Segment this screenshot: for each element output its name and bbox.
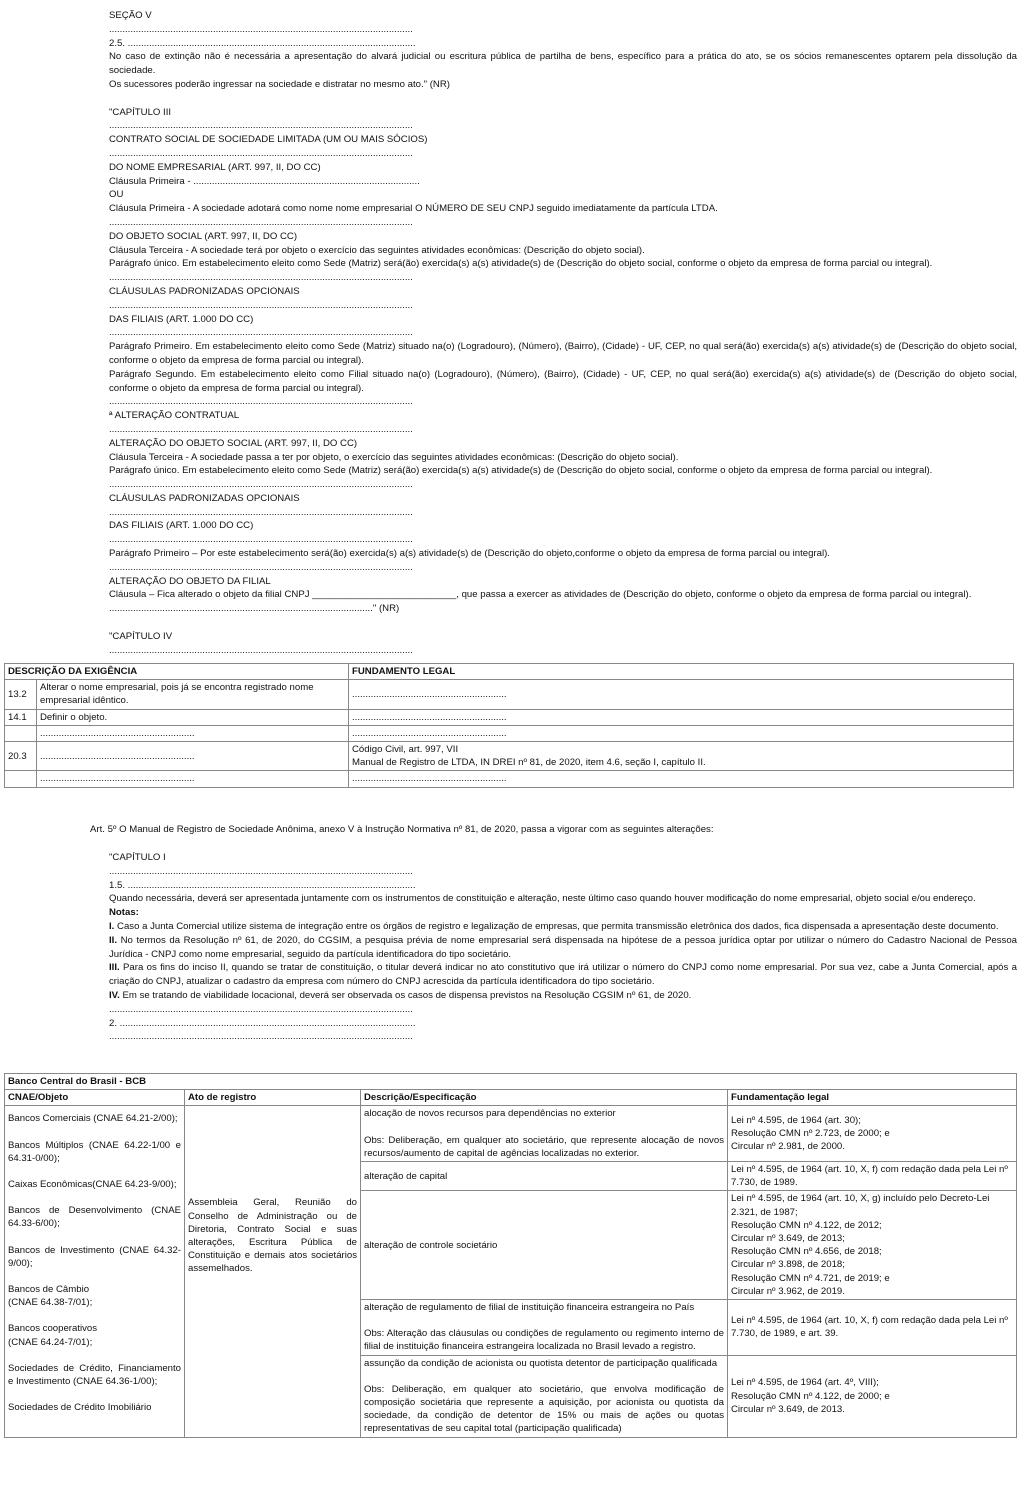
table-row [5,709,1014,725]
doc-paragraph: Parágrafo Primeiro. Em estabelecimento eleito como Sede (Matriz) situado na(o) (Logradouro), (Número), (Bairro), (Cidade) - UF, CEP, no qual será(ão) exercida(s) a(s) atividade(s) de (Descrição do objeto social, conforme o objeto da empresa de forma parcial ou integral). [109,341,1017,366]
doc-line: .................................................................................................................. [109,396,413,408]
section-capitulo-i [109,851,1017,1044]
doc-line: DO NOME EMPRESARIAL (ART. 997, II, DO CC) [109,161,321,173]
doc-line: .................................................................................................................. [109,534,413,546]
doc-paragraph: Parágrafo Segundo. Em estabelecimento eleito como Filial situado na(o) (Logradouro), (Número), (Bairro), (Cidade) - UF, CEP, no qual será(ão) exercida(s) a(s) atividade(s) de (Descrição do objeto social, conforme o objeto da empresa de forma parcial ou integral). [109,368,1017,394]
doc-line: "CAPÍTULO I [109,852,166,863]
table-title-row [5,1074,1017,1090]
row-desc: .......................................................... [37,742,349,771]
section-capitulo-iii [109,9,1017,657]
cnae-list [5,1106,185,1437]
row-desc: alteração de controle societário [361,1191,728,1300]
fund-line: Resolução CMN nº 4.122, de 2012; [731,1219,882,1231]
doc-line: CLÁUSULAS PADRONIZADAS OPCIONAIS [109,285,300,297]
cnae-item: (CNAE 64.24-7/01); [8,1336,93,1348]
doc-line: .................................................................................................................. [109,561,413,573]
fund-line: Circular nº 3.649, de 2013; [731,1233,845,1245]
note-text: Para os fins do inciso II, quando se tratar de constituição, o titular deverá indicar no ato constitutivo que irá utilizar o número do CNPJ como nome empresarial. Por sua vez, cabe a Junta Comercial, após a criação do CNPJ, atualizar o cadastro da empresa com número do CNPJ acrescida da partícula identificadora do tipo societário. [109,962,1017,988]
header-descricao: Descrição/Especificação [361,1090,728,1106]
cnae-item: Bancos Comerciais (CNAE 64.21-2/00); [8,1113,178,1125]
doc-line: "CAPÍTULO III [109,106,172,118]
doc-line: DAS FILIAIS (ART. 1.000 DO CC) [109,313,254,325]
header-ato: Ato de registro [185,1090,361,1106]
doc-paragraph: Quando necessária, deverá ser apresentada juntamente com os instrumentos de constituição e alteração, neste último caso quando houver modificação do nome empresarial, objeto social e/ou endereço. [109,893,976,905]
cnae-item: (CNAE 64.38-7/01); [8,1297,93,1309]
row-desc [361,1355,728,1437]
doc-line: Cláusula Primeira - ..................................................................................... [109,175,420,187]
fund-line: Código Civil, art. 997, VII [352,744,459,756]
note-number: I. [109,920,115,932]
doc-line: .................................................................................................................. [109,147,413,159]
doc-line: Cláusula Primeira - A sociedade adotará como nome nome empresarial O NÚMERO DE SEU CNPJ seguido imediatamente da partícula LTDA. [109,203,718,215]
row-fund [728,1106,1017,1162]
header-fundamentacao: Fundamentação legal [728,1090,1017,1106]
row-desc: alteração de capital [361,1162,728,1191]
row-fund [728,1300,1017,1356]
doc-line: CLÁUSULAS PADRONIZADAS OPCIONAIS [109,492,300,504]
doc-line: DAS FILIAIS (ART. 1.000 DO CC) [109,520,254,532]
note-number: III. [109,962,120,974]
doc-line: .................................................................................................................. [109,299,413,311]
note-item [109,934,1017,962]
row-desc: .......................................................... [37,725,349,741]
cnae-item: Bancos cooperativos [8,1323,98,1335]
fund-line: Circular nº 3.898, de 2018; [731,1259,845,1271]
doc-line: ALTERAÇÃO DO OBJETO DA FILIAL [109,575,271,587]
note-item [109,989,1017,1003]
doc-paragraph: No caso de extinção não é necessária a apresentação do alvará judicial ou escritura pública de partilha de bens, específico para a prática do ato, se os sócios remanescentes optarem pela dissolução da sociedade. [109,51,1017,77]
doc-line: OU [109,189,124,201]
doc-line: .................................................................................................................. [109,23,413,35]
table-row [5,680,1014,709]
note-text: Caso a Junta Comercial utilize sistema de integração entre os órgãos de registro e legalização de empresas, que permita transmissão eletrônica dos dados, fica dispensada a apresentação deste documento. [117,920,999,932]
desc-title: assunção da condição de acionista ou quotista detentor de participação qualificada [364,1357,718,1369]
doc-line: 2. ............................................................................................................... [109,1017,416,1029]
row-fund [728,1355,1017,1437]
note-item [109,920,1017,934]
fund-line: Lei nº 4.595, de 1964 (art. 10, X, g) incluído pelo Decreto-Lei 2.321, de 1987; [731,1193,990,1218]
note-number: II. [109,934,117,946]
doc-line: Parágrafo único. Em estabelecimento eleito como Sede (Matriz) será(ão) exercida(s) a(s) atividade(s) de (Descrição do objeto social, conforme o objeto da empresa de forma parcial ou integral). [109,258,933,270]
fund-line: Lei nº 4.595, de 1964 (art. 10, X, f) com redação dada pela Lei nº 7.730, de 1989. [731,1164,1008,1189]
cnae-item: Caixas Econômicas(CNAE 64.23-9/00); [8,1179,177,1191]
doc-line: "CAPÍTULO IV [109,630,173,642]
desc-title: alocação de novos recursos para dependências no exterior [364,1108,616,1120]
doc-line: Cláusula – Fica alterado o objeto da filial CNPJ ___________________________, que passa a exercer as atividades de (Descrição do objeto, conforme o objeto da empresa de forma parcial ou integral). [109,589,972,601]
doc-line: ª ALTERAÇÃO CONTRATUAL [109,410,240,422]
doc-line: .................................................................................................................. [109,644,413,656]
doc-line: .................................................................................................................. [109,1003,413,1015]
row-fund: .......................................................... [349,709,1014,725]
row-code: 14.1 [5,709,37,725]
fund-line: Lei nº 4.595, de 1964 (art. 30); [731,1114,861,1126]
doc-line: .................................................................................................................. [109,865,413,877]
doc-line: Cláusula Terceira - A sociedade terá por objeto o exercício das seguintes atividades econômicas: (Descrição do objeto social). [109,244,645,256]
header-fundamento: FUNDAMENTO LEGAL [349,664,1014,680]
note-item [109,961,1017,989]
desc-obs: Obs: Alteração das cláusulas ou condições de regulamento ou regimento interno de filial de instituição financeira estrangeira localizada no Brasil levado a registro. [364,1328,724,1353]
table-title: Banco Central do Brasil - BCB [5,1074,1017,1090]
fund-line: Resolução CMN nº 4.656, de 2018; [731,1246,882,1258]
table-header-row [5,1090,1017,1106]
row-code [5,771,37,787]
doc-line: .................................................................................................................. [109,506,413,518]
cnae-item: Bancos Múltiplos (CNAE 64.22-1/00 e 64.31-0/00); [8,1139,181,1164]
row-code: 13.2 [5,680,37,709]
fund-line: Manual de Registro de LTDA, IN DREI nº 81, de 2020, item 4.6, seção I, capítulo II. [352,757,706,769]
article-text: Art. 5º O Manual de Registro de Sociedade Anônima, anexo V à Instrução Normativa nº 81, de 2020, passa a vigorar com as seguintes alterações: [90,824,714,835]
fund-line: Circular nº 2.981, de 2000. [731,1141,845,1153]
cnae-item: Bancos de Desenvolvimento (CNAE 64.33-6/00); [8,1205,181,1230]
bcb-table [4,1073,1017,1438]
doc-line: SEÇÃO V [109,10,152,21]
cnae-item: Sociedades de Crédito Imobiliário [8,1402,152,1414]
doc-line: .................................................................................................................. [109,1031,413,1043]
note-text: No termos da Resolução nº 61, de 2020, do CGSIM, a pesquisa prévia de nome empresarial será dispensada na hipótese de a pessoa jurídica optar por utilizar o número do Cadastro Nacional de Pessoa Jurídica - CNPJ como nome empresarial, seguido da partícula identificadora do tipo societário. [109,934,1017,960]
ato-registro: Assembleia Geral, Reunião do Conselho de Administração ou de Diretoria, Contrato Social e suas alterações, Escritura Pública de Constituição e demais atos societários assemelhados. [185,1106,361,1437]
fund-line: Lei nº 4.595, de 1964 (art. 4º, VIII); [731,1377,879,1389]
row-fund: .......................................................... [349,680,1014,709]
doc-line: CONTRATO SOCIAL DE SOCIEDADE LIMITADA (UM OU MAIS SÓCIOS) [109,134,428,146]
doc-line: .................................................................................................................. [109,120,413,132]
note-text: Em se tratando de viabilidade locacional, deverá ser observada os casos de dispensa previstos na Resolução CGSIM nº 61, de 2020. [122,989,692,1001]
header-descricao: DESCRIÇÃO DA EXIGÊNCIA [5,664,349,680]
fund-line: Resolução CMN nº 4.721, de 2019; e [731,1272,890,1284]
notes-heading: Notas: [109,907,139,919]
doc-line: Os sucessores poderão ingressar na sociedade e distratar no mesmo ato." (NR) [109,78,450,90]
row-desc: Definir o objeto. [37,709,349,725]
table-row [5,1106,1017,1162]
cnae-item: Bancos de Investimento (CNAE 64.32-9/00); [8,1244,181,1269]
fund-line: Circular nº 3.962, de 2019. [731,1285,845,1297]
row-desc [361,1300,728,1356]
doc-line: ALTERAÇÃO DO OBJETO SOCIAL (ART. 997, II, DO CC) [109,437,358,449]
row-desc: .......................................................... [37,771,349,787]
row-fund: .......................................................... [349,725,1014,741]
row-code: 20.3 [5,742,37,771]
table-row [5,742,1014,771]
doc-line: .................................................................................................................. [109,423,413,435]
row-fund [349,742,1014,771]
doc-line: .................................................................................................................. [109,479,413,491]
doc-line: Parágrafo único. Em estabelecimento eleito como Sede (Matriz) será(ão) exercida(s) a(s) atividade(s) de (Descrição do objeto social, conforme o objeto da empresa de forma parcial ou integral). [109,465,933,477]
table-row [5,725,1014,741]
fund-line: Resolução CMN nº 2.723, de 2000; e [731,1128,890,1140]
fund-line: Lei nº 4.595, de 1964 (art. 10, X, f) com redação dada pela Lei nº 7.730, de 1989, e art. 39. [731,1315,1008,1340]
doc-line: Parágrafo Primeiro – Por este estabelecimento será(ão) exercida(s) a(s) atividade(s) de (Descrição do objeto,conforme o objeto da empresa de forma parcial ou integral). [109,548,830,560]
desc-title: alteração de regulamento de filial de instituição financeira estrangeira no País [364,1302,695,1314]
row-fund [728,1191,1017,1300]
exigencias-table [4,663,1014,788]
doc-line: 2.5. ............................................................................................................ [109,37,416,49]
doc-line: Cláusula Terceira - A sociedade passa a ter por objeto, o exercício das seguintes atividades econômicas: (Descrição do objeto social). [109,451,679,463]
desc-obs: Obs: Deliberação, em qualquer ato societário, que envolva modificação de composição societária que represente a aquisição, por acionista ou quotista da sociedade, da condição de detentor de 15% ou mais de ações ou quotas representativas de seu capital total (participação qualificada) [364,1383,724,1435]
row-fund: .......................................................... [349,771,1014,787]
doc-line: .................................................................................................................. [109,272,413,284]
doc-line: .................................................................................................................. [109,216,413,228]
desc-obs: Obs: Deliberação, em qualquer ato societário, que represente alocação de novos recursos/aumento de capital de agências localizadas no exterior. [364,1134,724,1159]
row-desc: Alterar o nome empresarial, pois já se encontra registrado nome empresarial idêntico. [37,680,349,709]
doc-line: DO OBJETO SOCIAL (ART. 997, II, DO CC) [109,230,298,242]
fund-line: Circular nº 3.649, de 2013. [731,1403,845,1415]
row-code [5,725,37,741]
doc-line: .................................................................................................................. [109,327,413,339]
table-header-row [5,664,1014,680]
article-5 [90,823,1017,837]
row-desc [361,1106,728,1162]
doc-line: 1.5. ............................................................................................................ [109,879,416,891]
note-number: IV. [109,989,120,1001]
doc-line: ..................................................................................................." (NR) [109,603,400,615]
fund-line: Resolução CMN nº 4.122, de 2000; e [731,1390,890,1402]
header-cnae: CNAE/Objeto [5,1090,185,1106]
cnae-item: Bancos de Câmbio [8,1284,90,1296]
table-row [5,771,1014,787]
cnae-item: Sociedades de Crédito, Financiamento e Investimento (CNAE 64.36-1/00); [8,1362,181,1388]
row-fund [728,1162,1017,1191]
